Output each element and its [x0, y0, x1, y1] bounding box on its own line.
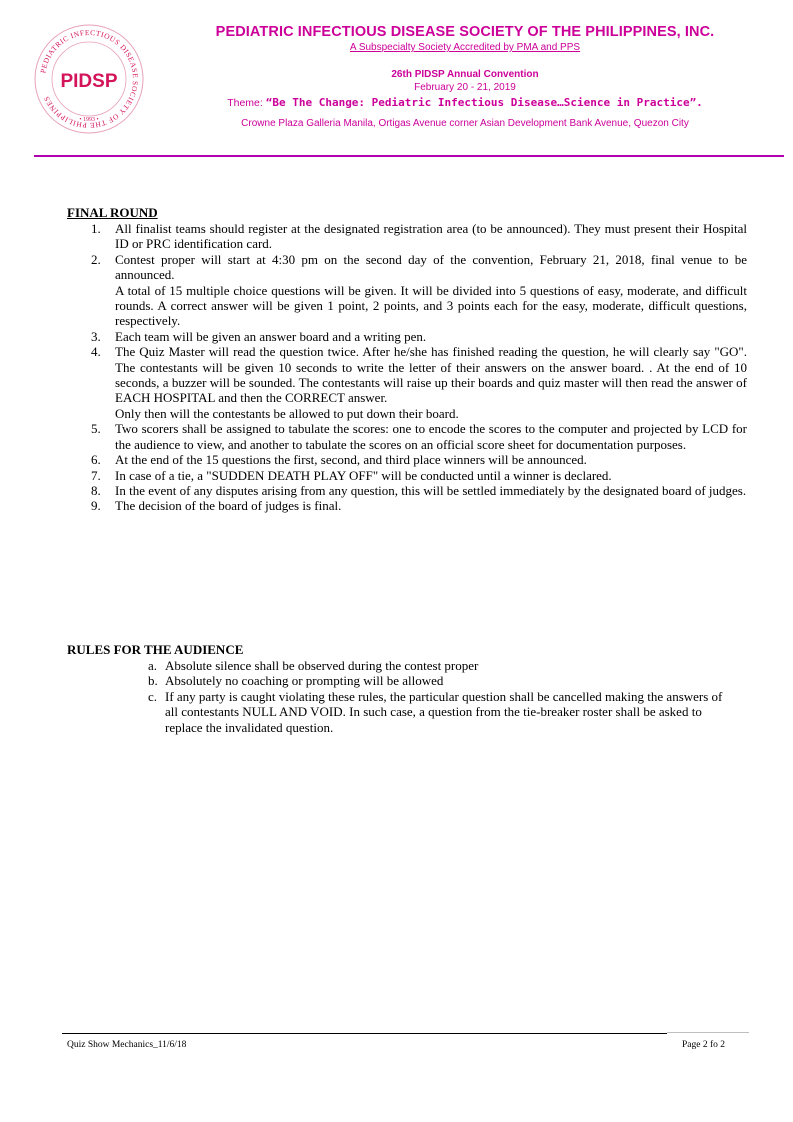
audience-rules-heading: RULES FOR THE AUDIENCE — [67, 642, 244, 657]
list-item: c. If any party is caught violating these rules, the particular question shall be cancelled making the answers of all contestants NULL AND VOID. In such case, a question from the tie-breaker roster shall be asked to replace the invalidated question. — [148, 688, 723, 735]
footer-document-name: Quiz Show Mechanics_11/6/18 — [67, 1040, 187, 1050]
convention-name: 26th PIDSP Annual Convention — [391, 69, 539, 80]
footer-divider — [62, 1033, 667, 1034]
theme-text: “Be The Change: Pediatric Infectious Disease…Science in Practice”. — [265, 96, 703, 109]
accreditation-subtitle: A Subspecialty Society Accredited by PMA and PPS — [349, 42, 581, 53]
list-item: 8. In the event of any disputes arising from any question, this will be settled immediately by the designated board of judges. — [91, 482, 747, 498]
logo-year: • 1993 • — [79, 117, 99, 123]
list-item: 4. The Quiz Master will read the question twice. After he/she has finished reading the question, he will clearly say "GO". The contestants will be given 10 seconds to write the letter of their answers on the answer board. . At the end of 10 seconds, a buzzer will be sounded. The contestants will raise up their boards and quiz master will then read the answer of EACH HOSPITAL and then the CORRECT answer. Only then will the contestants be allowed to put down their board. — [91, 344, 747, 421]
list-item: 6. At the end of the 15 questions the first, second, and third place winners will be announced. — [91, 452, 587, 468]
theme-label: Theme: — [227, 97, 263, 109]
convention-theme — [150, 96, 780, 109]
footer-divider-accent — [667, 1032, 749, 1033]
audience-rules-list — [148, 658, 728, 735]
convention-dates: February 20 - 21, 2019 — [414, 82, 516, 93]
list-item: a. Absolute silence shall be observed during the contest proper — [148, 658, 479, 673]
final-round-list — [67, 221, 747, 514]
list-item: 7. In case of a tie, a "SUDDEN DEATH PLAY OFF" will be conducted until a winner is declared. — [91, 467, 612, 483]
convention-venue: Crowne Plaza Galleria Manila, Ortigas Avenue corner Asian Development Bank Avenue, Quezon City — [241, 118, 689, 129]
society-title: PEDIATRIC INFECTIOUS DISEASE SOCIETY OF THE PHILIPPINES, INC. — [215, 24, 715, 40]
list-item: 3. Each team will be given an answer board and a writing pen. — [91, 328, 427, 344]
logo-mark: PIDSP — [60, 71, 118, 92]
list-item: 2. Contest proper will start at 4:30 pm on the second day of the convention, February 21, 2018, final venue to be announced. A total of 15 multiple choice questions will be given. It will be divided into 5 questions of easy, moderate, and difficult rounds. A correct answer will be given 1 point, 2 points, and 3 points each for the easy, moderate, difficult questions, respectively. — [91, 251, 747, 329]
final-round-heading: FINAL ROUND — [67, 205, 158, 220]
logo-ring-text: PEDIATRIC INFECTIOUS DISEASE SOCIETY OF THE PHILIPPINES — [38, 27, 141, 131]
header-divider — [34, 155, 784, 157]
footer-page-number: Page 2 fo 2 — [681, 1040, 725, 1050]
list-item: b. Absolutely no coaching or prompting will be allowed — [148, 673, 444, 689]
list-item: 9. The decision of the board of judges is final. — [91, 498, 342, 514]
list-item: 5. Two scorers shall be assigned to tabulate the scores: one to encode the scores to the computer and projected by LCD for the audience to view, and another to tabulate the scores on an official score sheet for documentation purposes. — [91, 421, 747, 452]
pidsp-logo — [33, 23, 145, 135]
list-item: 1. All finalist teams should register at the designated registration area (to be announced). They must present their Hospital ID or PRC identification card. — [91, 221, 747, 252]
